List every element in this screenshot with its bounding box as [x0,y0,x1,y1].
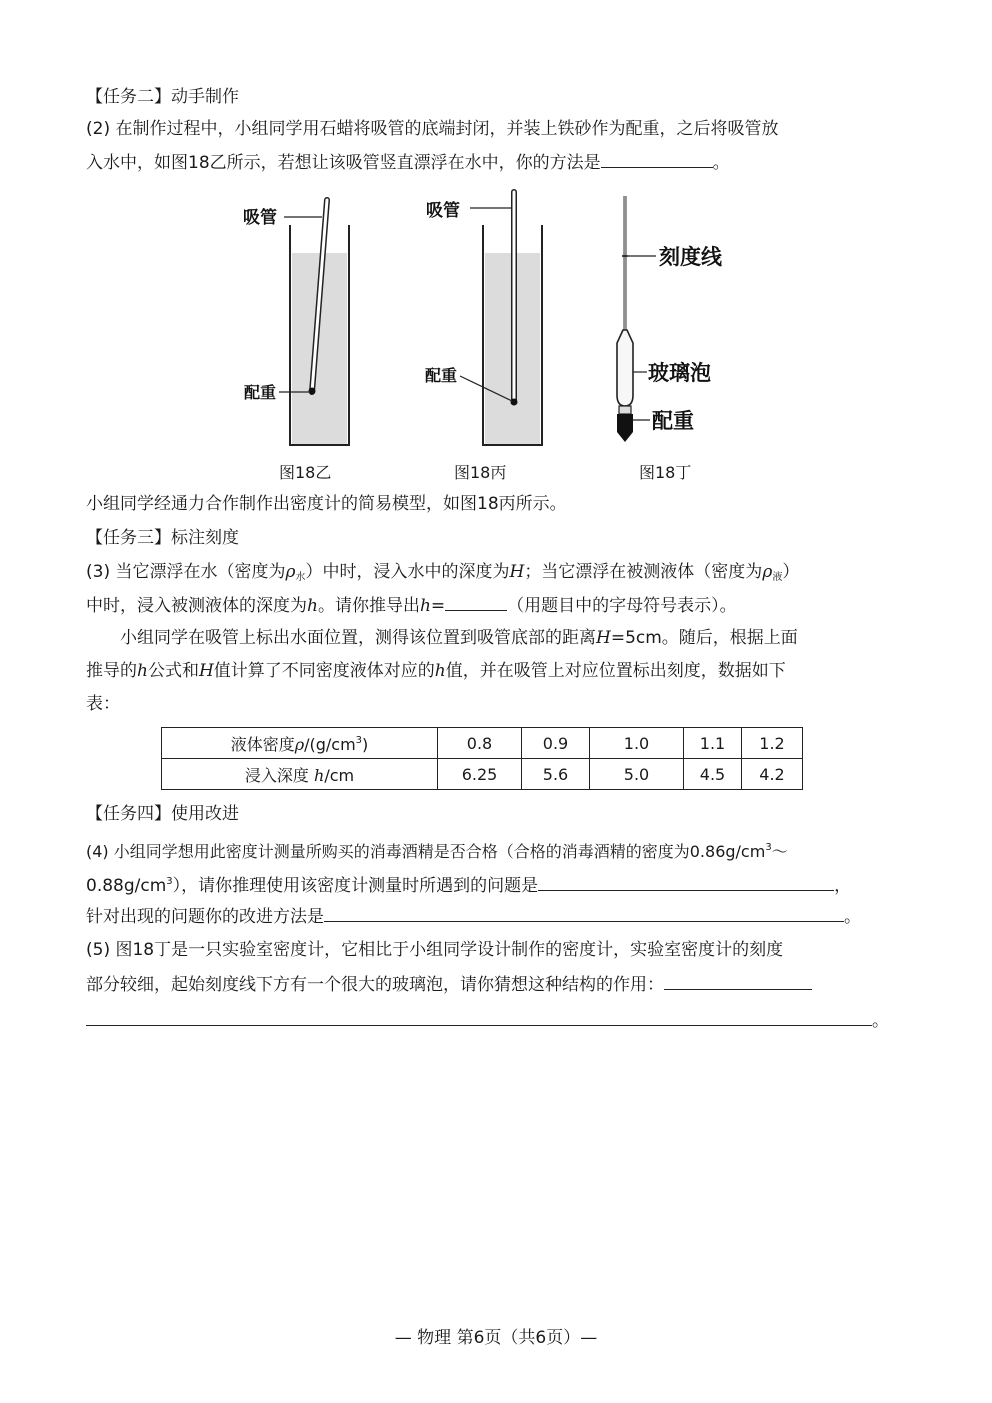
q3-answer-blank[interactable] [445,594,507,611]
fig-ding-bulb [617,330,633,406]
task2-heading: 【任务二】动手制作 [86,87,239,107]
fig-bing-weight-label: 配重 [425,366,458,385]
q5-answer-blank[interactable] [664,973,812,990]
q3-line1: (3) 当它漂浮在水（密度为$\rho_水$）中时，浸入水中的深度为H；当它漂浮在被测液体（密度为$\rho_液$） [86,562,800,583]
q2-line2-text: 入水中，如图18乙所示，若想让该吸管竖直漂浮在水中，你的方法是 [86,153,601,173]
after-figure-text: 小组同学经通力合作制作出密度计的简易模型，如图18丙所示。 [86,494,567,514]
row-label-density: 液体密度$\rho/(g/cm^3)$ [162,728,438,759]
task3-heading: 【任务三】标注刻度 [86,528,239,548]
q5-line2: 部分较细，起始刻度线下方有一个很大的玻璃泡，请你猜想这种结构的作用： [86,973,812,996]
fig-bing-weight [511,399,518,406]
table-cell: 1.1 [684,728,742,759]
fig-yi-weight [309,388,316,395]
p1: 小组同学在吸管上标出水面位置，测得该位置到吸管底部的距离H=5cm。随后，根据上面 [120,628,798,648]
fig-18-bing [425,192,542,445]
row-label-depth: 浸入深度 h/cm [162,759,438,790]
fig-ding-weight-label: 配重 [652,409,694,433]
table-cell: 1.2 [742,728,803,759]
fig-18-ding [617,196,723,442]
caption-18-ding: 图18丁 [639,463,692,482]
q5-line1: (5) 图18丁是一只实验室密度计，它相比于小组同学设计制作的密度计，实验室密度计的刻度 [86,940,784,960]
fig-18-yi [243,200,349,445]
q4-problem-blank[interactable] [538,874,834,891]
q4-line1: (4) 小组同学想用此密度计测量所购买的消毒酒精是否合格（合格的消毒酒精的密度为$0.86g/cm^3\sim$ [86,842,788,861]
caption-18-bing: 图18丙 [454,463,507,482]
table-cell: 5.0 [590,759,684,790]
figure-18 [0,180,992,480]
q4-line2: $0.88g/cm^3$），请你推理使用该密度计测量时所遇到的问题是 ， [86,876,852,896]
q2-line1: (2) 在制作过程中，小组同学用石蜡将吸管的底端封闭，并装上铁砂作为配重，之后将吸管放 [86,119,779,139]
table-row [162,759,803,790]
table-cell: 4.5 [684,759,742,790]
fig-bing-straw-label: 吸管 [426,201,460,221]
q2-line2 [86,151,730,174]
fig-ding-bulb-label: 玻璃泡 [648,361,711,385]
q4-line3: 针对出现的问题你的改进方法是 。 [86,907,861,927]
fig-ding-weight [617,414,633,442]
q2-answer-blank[interactable] [601,151,713,168]
q5-line3: 。 [86,1009,889,1032]
table-cell: 0.8 [438,728,522,759]
page-footer: — 物理 第6页（共6页）— [394,1328,598,1348]
table-row [162,728,803,759]
q5-answer-blank-2[interactable] [86,1009,872,1026]
table-cell: 6.25 [438,759,522,790]
q2-end: 。 [712,153,730,173]
task4-heading: 【任务四】使用改进 [86,804,239,824]
density-depth-table [161,727,803,790]
p2: 推导的h公式和H值计算了不同密度液体对应的h值，并在吸管上对应位置标出刻度，数据如下 [86,661,786,681]
table-cell: 5.6 [522,759,590,790]
fig-yi-weight-label: 配重 [244,383,277,402]
table-cell: 0.9 [522,728,590,759]
q4-improve-blank[interactable] [324,905,844,922]
fig-yi-straw-label: 吸管 [243,208,277,228]
fig-ding-scale-label: 刻度线 [659,245,722,269]
rho-symbol: ρ [285,562,296,582]
table-cell: 4.2 [742,759,803,790]
table-cell: 1.0 [590,728,684,759]
p3: 表： [86,694,120,714]
caption-18-yi: 图18乙 [279,463,332,482]
q3-line2: 中时，浸入被测液体的深度为h。请你推导出h= （用题目中的字母符号表示）。 [86,596,737,616]
